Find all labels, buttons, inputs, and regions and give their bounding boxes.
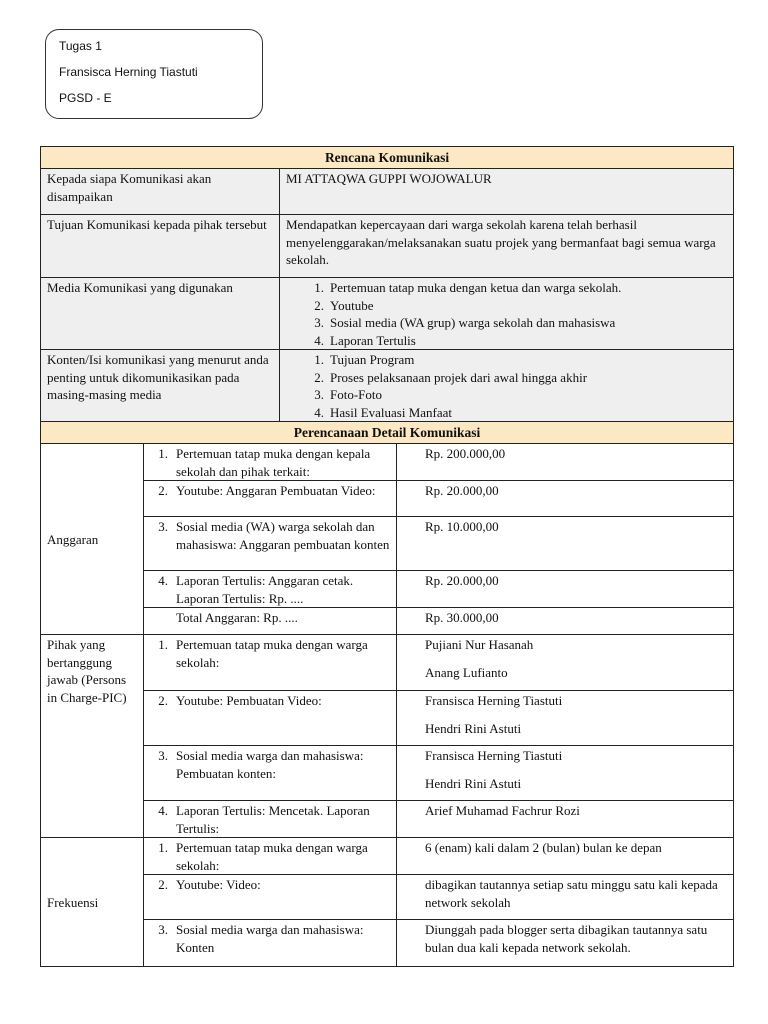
row-value-purpose: Mendapatkan kepercayaan dari warga sekolah karena telah berhasil menyelenggarakan/melaksanakan suatu projek yang bermanfaat bagi semua warga sekolah. (280, 215, 734, 278)
pic-people (397, 801, 734, 838)
list-item: 4. Laporan Tertulis (314, 332, 416, 348)
pic-item: 1. Pertemuan tatap muka dengan warga sekolah: (144, 635, 397, 691)
media-list (308, 279, 727, 349)
budget-item: 4. Laporan Tertulis: Anggaran cetak. Laporan Tertulis: Rp. .... (144, 571, 397, 608)
list-item: 1. Tujuan Program (314, 352, 415, 367)
list-item: 1. Pertemuan tatap muka dengan ketua dan warga sekolah. (314, 280, 622, 295)
budget-total-value: Rp. 30.000,00 (397, 608, 734, 635)
list-item: 3. Foto-Foto (314, 387, 383, 402)
list-item: 4. Hasil Evaluasi Manfaat (314, 404, 453, 420)
row-label-content: Konten/Isi komunikasi yang menurut anda penting untuk dikomunikasikan pada masing-masing media (41, 350, 280, 422)
row-label-media: Media Komunikasi yang digunakan (41, 278, 280, 350)
pic-person: Anang Lufianto (425, 664, 508, 680)
frequency-value: dibagikan tautannya setiap satu minggu satu kali kepada network sekolah (397, 875, 734, 920)
pic-item: 3. Sosial media warga dan mahasiswa: Pembuatan konten: (144, 746, 397, 801)
pic-person: Pujiani Nur Hasanah (425, 637, 534, 652)
pic-item: 4. Laporan Tertulis: Mencetak. Laporan Tertulis: (144, 801, 397, 838)
budget-value: Rp. 10.000,00 (397, 517, 734, 571)
row-label-purpose: Tujuan Komunikasi kepada pihak tersebut (41, 215, 280, 278)
communication-plan-table (40, 146, 734, 967)
frequency-item: 1. Pertemuan tatap muka dengan warga sekolah: (144, 838, 397, 875)
category-label-pic: Pihak yang bertanggung jawab (Persons in Charge-PIC) (41, 635, 144, 838)
student-class: PGSD - E (59, 91, 112, 105)
list-item: 2. Proses pelaksanaan projek dari awal hingga akhir (314, 369, 588, 385)
budget-value: Rp. 200.000,00 (397, 444, 734, 481)
row-value-content (280, 350, 734, 422)
section-title-rencana: Rencana Komunikasi (41, 147, 734, 169)
category-label-frekuensi: Frekuensi (41, 838, 144, 967)
pic-person: Hendri Rini Astuti (425, 720, 522, 736)
budget-item: 1. Pertemuan tatap muka dengan kepala sekolah dan pihak terkait: (144, 444, 397, 481)
budget-item: 2. Youtube: Anggaran Pembuatan Video: (144, 481, 397, 517)
row-value-recipient: MI ATTAQWA GUPPI WOJOWALUR (280, 169, 734, 215)
frequency-item: 2. Youtube: Video: (144, 875, 397, 920)
student-info-box (45, 29, 263, 119)
pic-person: Fransisca Herning Tiastuti (425, 693, 563, 708)
pic-people (397, 746, 734, 801)
budget-value: Rp. 20.000,00 (397, 481, 734, 517)
budget-value: Rp. 20.000,00 (397, 571, 734, 608)
pic-item: 2. Youtube: Pembuatan Video: (144, 691, 397, 746)
pic-person: Hendri Rini Astuti (425, 775, 522, 791)
budget-item: 3. Sosial media (WA) warga sekolah dan mahasiswa: Anggaran pembuatan konten (144, 517, 397, 571)
row-label-recipient: Kepada siapa Komunikasi akan disampaikan (41, 169, 280, 215)
frequency-item: 3. Sosial media warga dan mahasiswa: Konten (144, 920, 397, 967)
frequency-value: 6 (enam) kali dalam 2 (bulan) bulan ke depan (397, 838, 734, 875)
category-label-anggaran: Anggaran (41, 444, 144, 635)
pic-person: Arief Muhamad Fachrur Rozi (425, 803, 580, 818)
pic-people (397, 691, 734, 746)
budget-total-label: Total Anggaran: Rp. .... (144, 608, 397, 635)
student-name: Fransisca Herning Tiastuti (59, 65, 198, 79)
pic-person: Fransisca Herning Tiastuti (425, 748, 563, 763)
section-title-detail: Perencanaan Detail Komunikasi (41, 422, 734, 444)
content-list (308, 351, 727, 421)
row-value-media (280, 278, 734, 350)
assignment-label: Tugas 1 (59, 39, 102, 53)
frequency-value: Diunggah pada blogger serta dibagikan tautannya satu bulan dua kali kepada network sekolah. (397, 920, 734, 967)
list-item: 3. Sosial media (WA grup) warga sekolah dan mahasiswa (314, 315, 616, 330)
list-item: 2. Youtube (314, 297, 374, 313)
pic-people (397, 635, 734, 691)
